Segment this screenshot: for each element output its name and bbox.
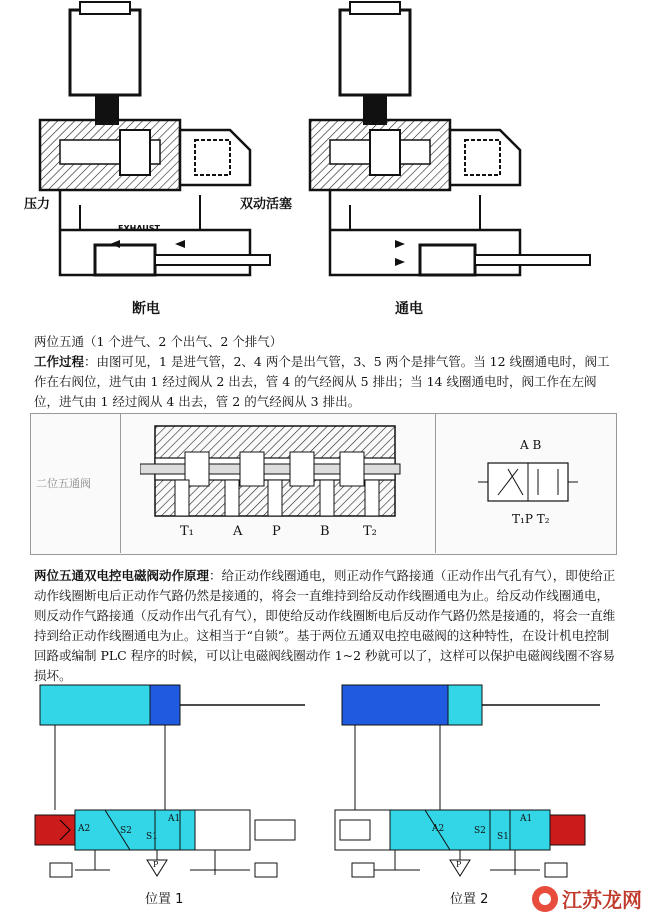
valve-symbol xyxy=(478,455,578,510)
valve-right-drawing xyxy=(310,2,590,275)
watermark-logo-icon xyxy=(532,886,558,912)
label-pressure: 压力 xyxy=(24,197,51,212)
right-port-a1: A1 xyxy=(520,814,533,824)
left-port-s1: S1 xyxy=(146,832,158,842)
paragraph-body: ：由图可见，1 是进气管，2、4 两个是出气管，3、5 两个是排气管。当 12 线圈通电时，阀工作在右阀位，进气由 1 经过阀从 2 出去，管 4 的气经阀从 5 排出；当 14 线圈通电时，阀工作在左阀位，进气由 1 经过阀从 4 出去，管 2 的气经阀从 3 排出。 xyxy=(34,354,610,409)
spool-figure-divider-left xyxy=(120,413,121,553)
right-port-a2: A2 xyxy=(432,824,445,834)
port-label-t1: T₁ xyxy=(180,524,194,539)
right-port-s2: S2 xyxy=(474,826,486,836)
port-label-b: B xyxy=(320,524,330,539)
valve-left-drawing xyxy=(40,2,270,275)
paragraph-working-process xyxy=(34,332,619,412)
spool-figure-divider-right xyxy=(435,413,436,553)
paragraph-title-line: 两位五通（1 个进气、2 个出气、2 个排气） xyxy=(34,334,283,349)
right-pressure: P xyxy=(456,860,462,869)
paragraph-heading: 工作过程 xyxy=(34,354,85,369)
spool-side-label: 二位五通阀 xyxy=(36,477,91,490)
port-label-a: A xyxy=(233,524,243,539)
caption-position-1: 位置 1 xyxy=(145,892,184,907)
paragraph-principle xyxy=(34,566,619,686)
label-double-piston: 双动活塞 xyxy=(240,197,293,212)
valve-cross-section-figure xyxy=(0,0,650,325)
left-port-s2: S2 xyxy=(120,826,132,836)
principle-heading: 两位五通双电控电磁阀动作原理 xyxy=(34,568,210,583)
left-pressure: P xyxy=(153,860,159,869)
left-port-a2: A2 xyxy=(78,824,91,834)
caption-position-2: 位置 2 xyxy=(450,892,489,907)
caption-power-off: 断电 xyxy=(132,301,160,317)
symbol-bottom-label: T₁P T₂ xyxy=(512,512,550,526)
symbol-top-label: A B xyxy=(520,438,542,452)
label-exhaust: EXHAUST xyxy=(118,224,160,233)
port-label-t2: T₂ xyxy=(363,524,377,539)
right-port-s1: S1 xyxy=(497,832,509,842)
watermark-text: 江苏龙网 xyxy=(562,888,642,912)
caption-power-on: 通电 xyxy=(395,301,423,317)
watermark xyxy=(532,884,642,913)
principle-body: ：给正动作线圈通电，则正动作气路接通（正动作出气孔有气），即使给正动作线圈断电后正动作气路仍然是接通的，将会一直维持到给反动作线圈通电为止。给反动作线圈通电，则反动作气路接通（反动作出气孔有气），即使给反动作线圈断电后反动作气路仍然是接通的，将会一直维持到给正动作线圈通电为止。这相当于“自锁”。基于两位五通双电控电磁阀的这种特性，在设计机电控制回路或编制 PLC 程序的时候，可以让电磁阀线圈动作 1~2 秒就可以了，这样可以保护电磁阀线圈不容易损坏。 xyxy=(34,568,616,683)
left-port-a1: A1 xyxy=(168,814,181,824)
port-label-p: P xyxy=(272,524,281,539)
